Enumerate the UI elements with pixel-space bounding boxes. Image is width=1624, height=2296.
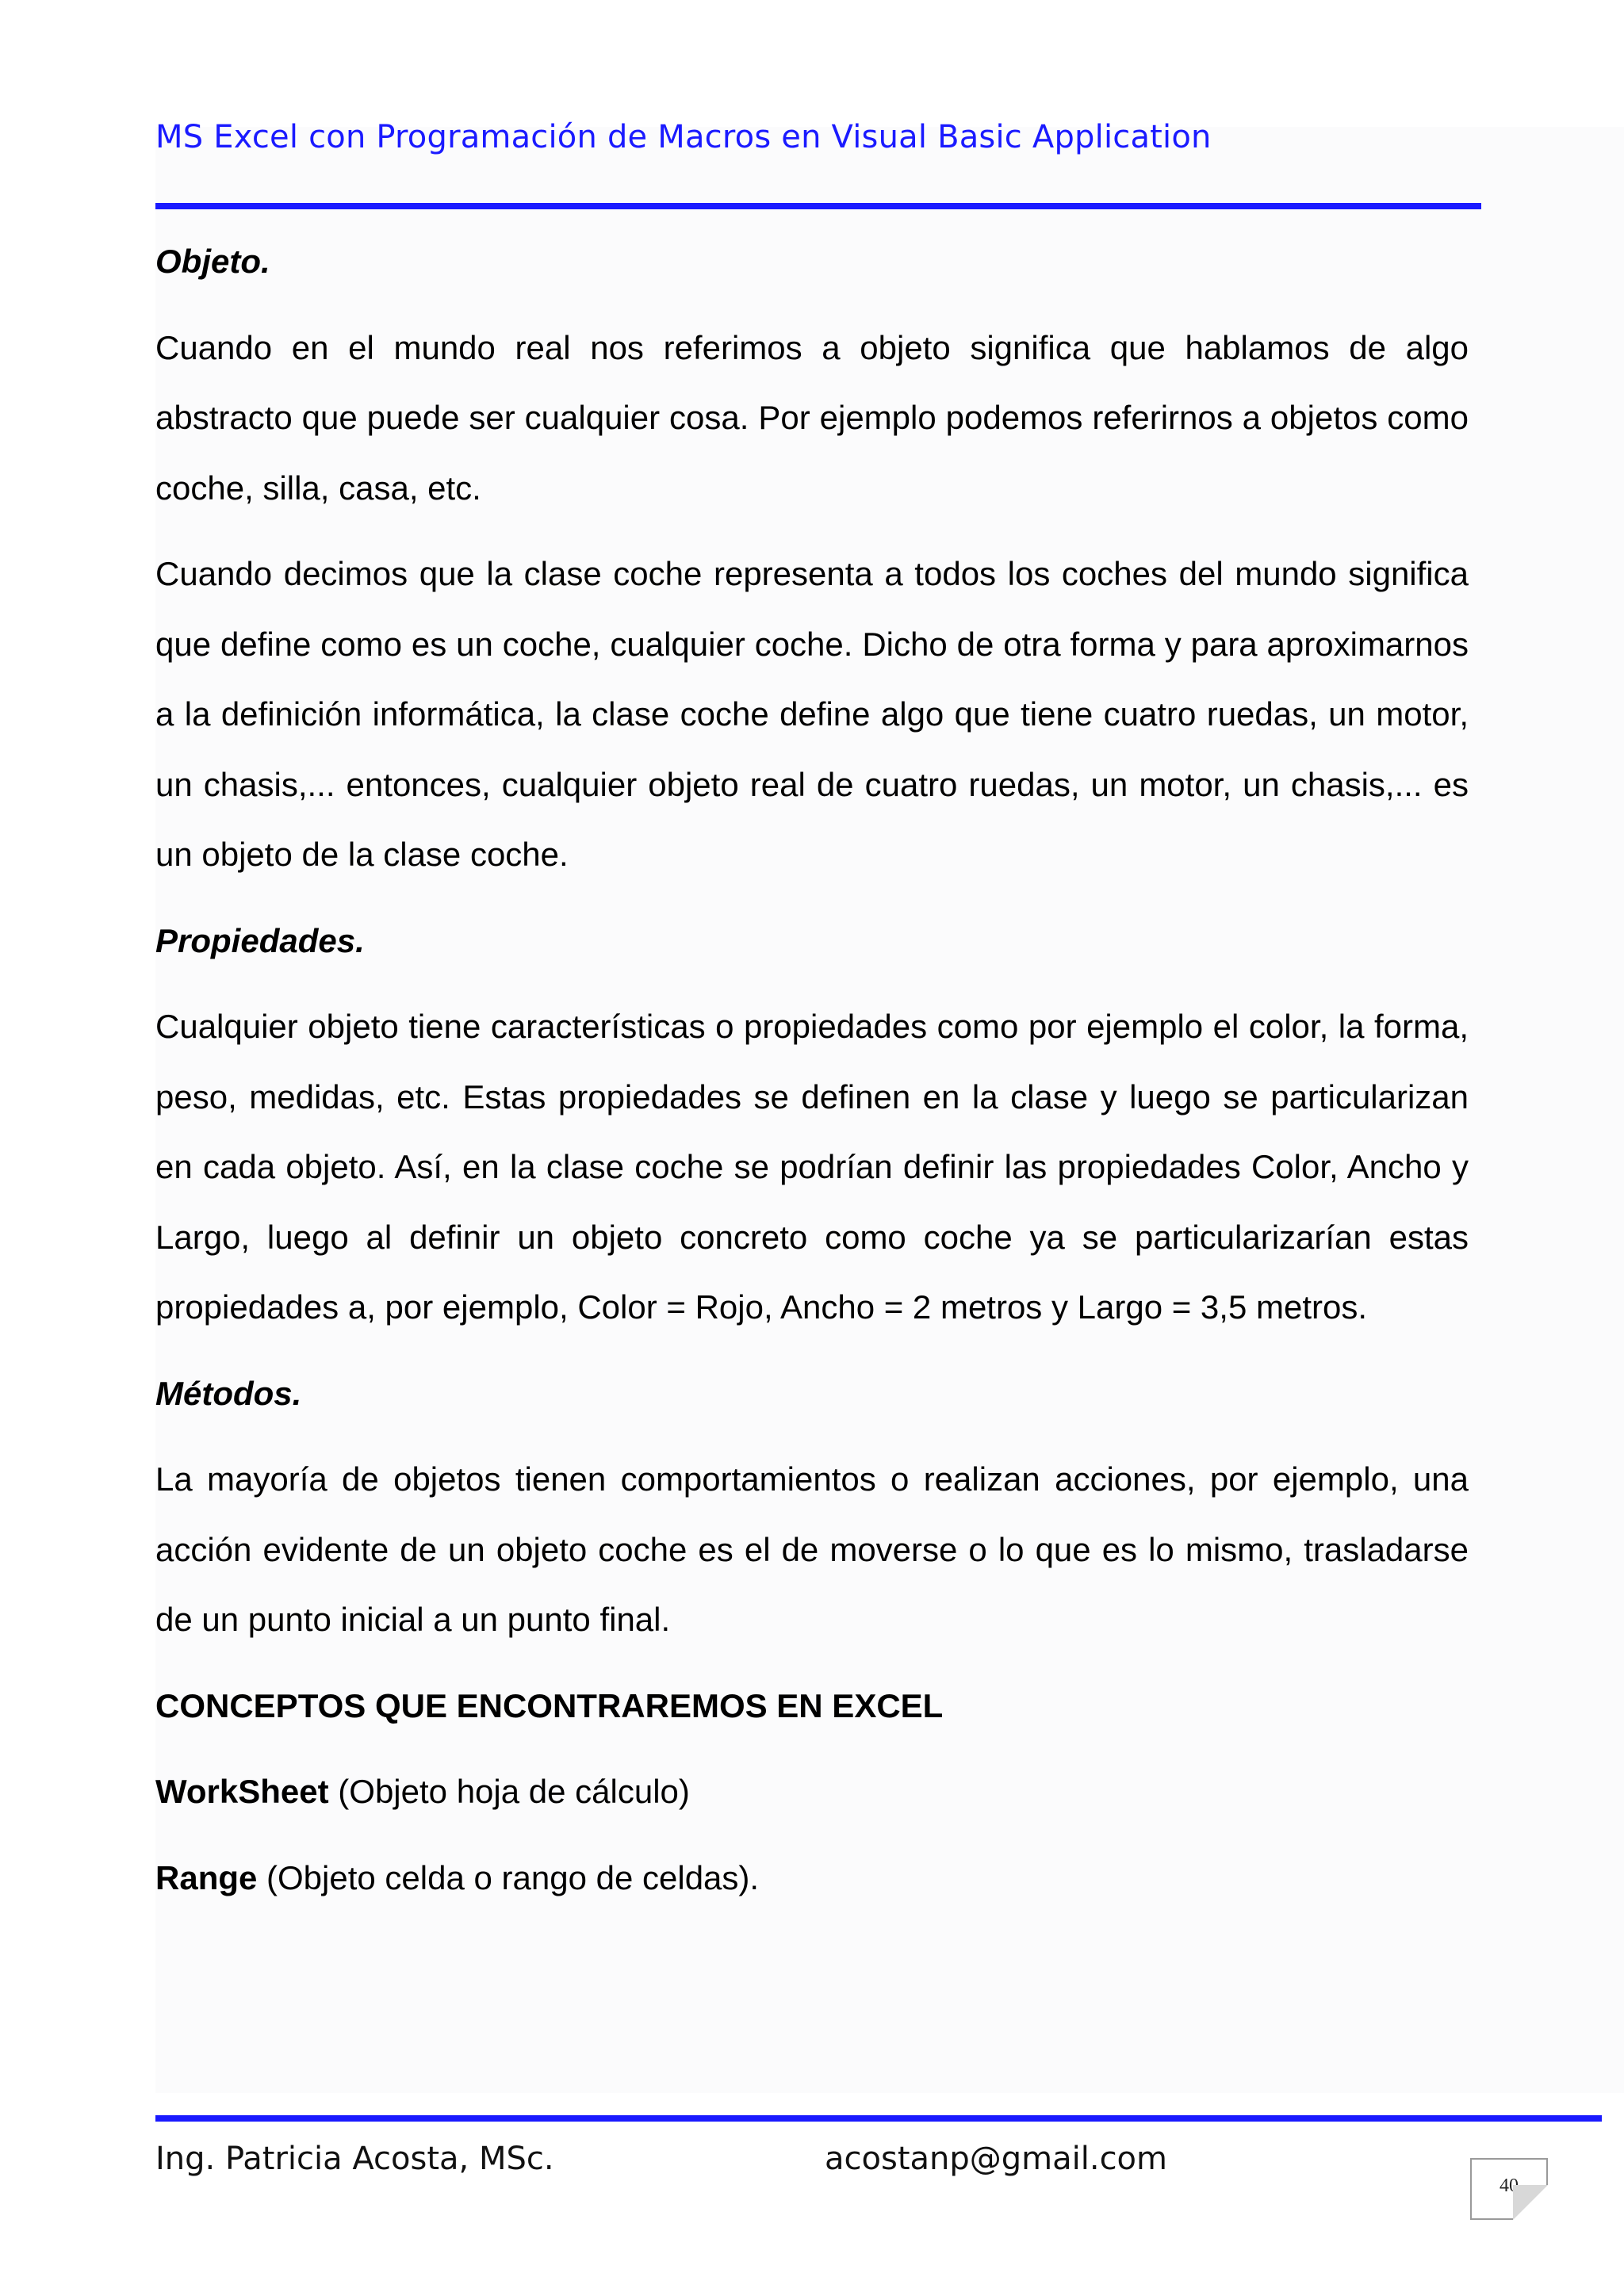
concept-term: Range	[155, 1858, 258, 1896]
section-heading-propiedades: Propiedades.	[155, 921, 365, 959]
section-heading-conceptos: CONCEPTOS QUE ENCONTRAREMOS EN EXCEL	[155, 1686, 944, 1724]
section-heading-metodos: Métodos.	[155, 1374, 302, 1412]
page-body	[155, 227, 1469, 1929]
footer-author: Ing. Patricia Acosta, MSc.	[155, 2141, 554, 2177]
footer-divider	[155, 2115, 1602, 2122]
header-divider	[155, 203, 1481, 209]
paragraph-objeto-2: Cuando decimos que la clase coche representa a todos los coches del mundo significa que define como es un coche, cualquier coche. Dicho de otra forma y para aproximarnos a la definición informática, la clase coche define algo que tiene cuatro ruedas, un motor, un chasis,... entonces, cualquier objeto real de cuatro ruedas, un motor, un chasis,... es un objeto de la clase coche.	[155, 555, 1469, 873]
concept-item-worksheet	[155, 1757, 1469, 1827]
page-number: 40	[1500, 2175, 1519, 2196]
concept-item-range	[155, 1843, 1469, 1914]
paragraph-objeto-1: Cuando en el mundo real nos referimos a objeto significa que hablamos de algo abstracto que puede ser cualquier cosa. Por ejemplo podemos referirnos a objetos como coche, silla, casa, etc.	[155, 328, 1469, 507]
paragraph-propiedades-1: Cualquier objeto tiene características o propiedades como por ejemplo el color, la forma, peso, medidas, etc. Estas propiedades se definen en la clase y luego se particularizan en cada objeto. Así, en la clase coche se podrían definir las propiedades Color, Ancho y Largo, luego al definir un objeto concreto como coche ya se particularizarían estas propiedades a, por ejemplo, Color = Rojo, Ancho = 2 metros y Largo = 3,5 metros.	[155, 1008, 1469, 1326]
page-curl-icon	[1513, 2185, 1548, 2220]
footer-email: acostanp@gmail.com	[825, 2141, 1167, 2177]
paragraph-metodos-1: La mayoría de objetos tienen comportamientos o realizan acciones, por ejemplo, una acción evidente de un objeto coche es el de moverse o lo que es lo mismo, trasladarse de un punto inicial a un punto final.	[155, 1460, 1469, 1638]
page-number-badge	[1470, 2158, 1548, 2220]
concept-description: (Objeto celda o rango de celdas).	[257, 1858, 760, 1896]
running-header-title: MS Excel con Programación de Macros en Visual Basic Application	[155, 119, 1212, 155]
concept-description: (Objeto hoja de cálculo)	[328, 1773, 690, 1810]
section-heading-objeto: Objeto.	[155, 243, 270, 280]
concept-term: WorkSheet	[155, 1773, 329, 1810]
